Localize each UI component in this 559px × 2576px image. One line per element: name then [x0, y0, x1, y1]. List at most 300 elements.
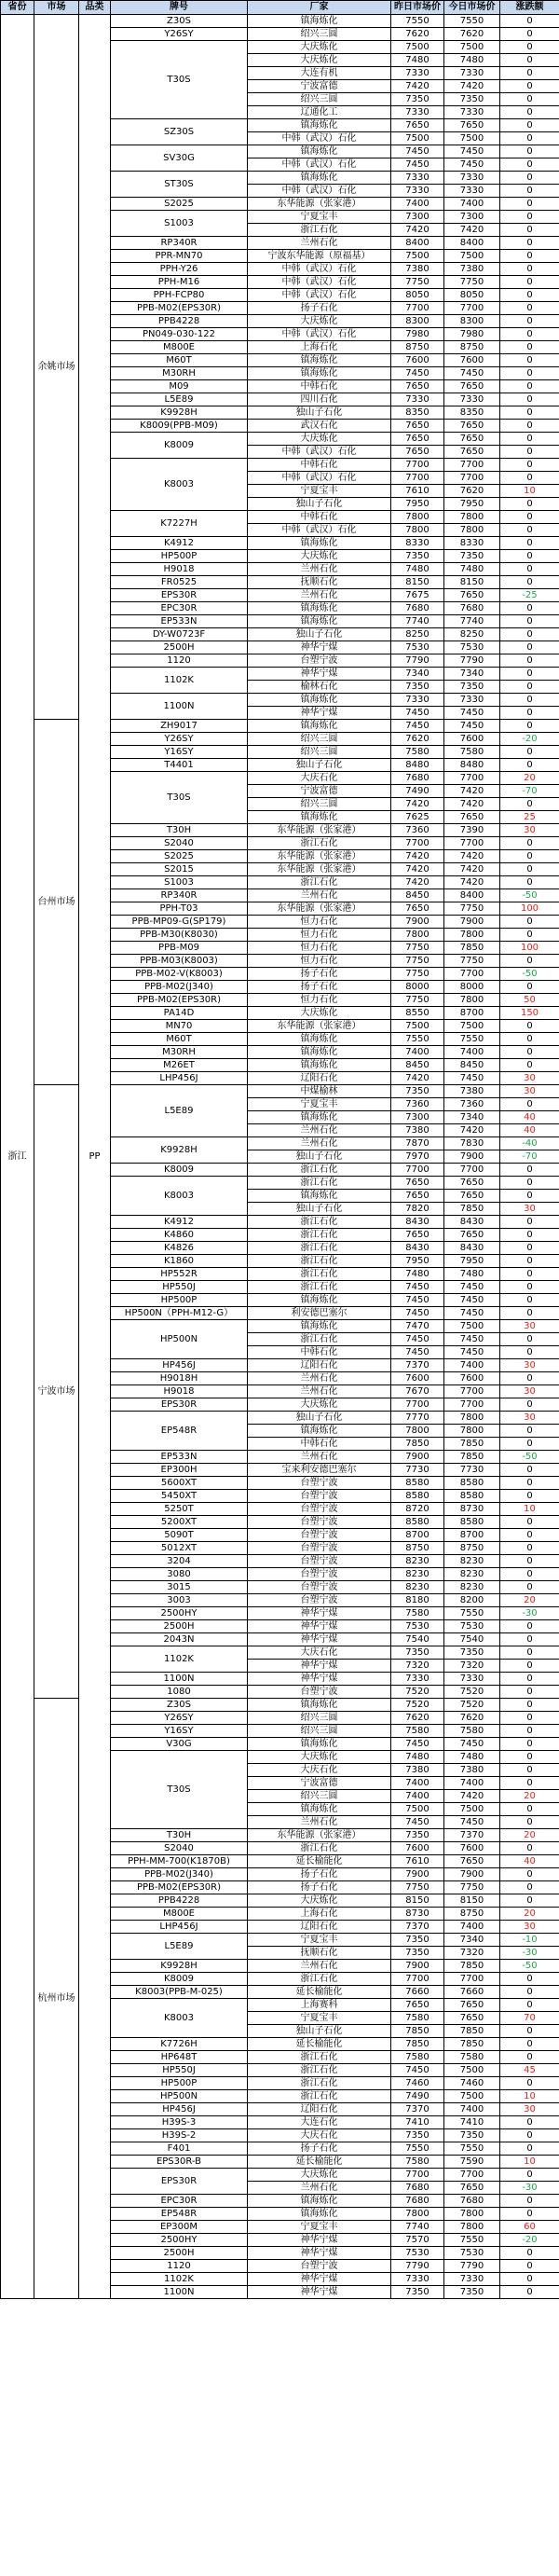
grade-cell: PPR-MN70 — [111, 250, 248, 263]
change-cell: 0 — [500, 1398, 559, 1412]
today-price-cell: 8580 — [444, 1490, 500, 1503]
grade-cell: 2500HY — [111, 2234, 248, 2247]
prev-price-cell: 7330 — [391, 67, 444, 80]
manufacturer-cell: 镇海炼化 — [248, 694, 391, 707]
grade-cell: PPB-M09 — [111, 942, 248, 955]
change-cell: 0 — [500, 1464, 559, 1477]
manufacturer-cell: 台塑宁波 — [248, 1555, 391, 1568]
prev-price-cell: 7750 — [391, 968, 444, 981]
today-price-cell: 7650 — [444, 1999, 500, 2012]
prev-price-cell: 7680 — [391, 2182, 444, 2195]
prev-price-cell: 7900 — [391, 1960, 444, 1973]
today-price-cell: 7600 — [444, 733, 500, 746]
today-price-cell: 7360 — [444, 1098, 500, 1111]
prev-price-cell: 7420 — [391, 876, 444, 889]
change-cell: 0 — [500, 1490, 559, 1503]
today-price-cell: 7800 — [444, 511, 500, 524]
manufacturer-cell: 浙江石化 — [248, 224, 391, 237]
prev-price-cell: 8330 — [391, 537, 444, 550]
today-price-cell: 7450 — [444, 1333, 500, 1346]
grade-cell: EPS30R — [111, 1398, 248, 1412]
manufacturer-cell: 抚顺石化 — [248, 576, 391, 589]
manufacturer-cell: 上海石化 — [248, 1908, 391, 1921]
table-row — [1, 15, 559, 28]
today-price-cell: 7750 — [444, 955, 500, 968]
grade-cell: K8003 — [111, 1999, 248, 2038]
change-cell: 0 — [500, 798, 559, 811]
prev-price-cell: 7970 — [391, 1150, 444, 1164]
prev-price-cell: 7800 — [391, 929, 444, 942]
grade-cell: 2500HY — [111, 1607, 248, 1620]
header-manufacturer: 厂家 — [248, 1, 391, 15]
prev-price-cell: 7420 — [391, 80, 444, 93]
today-price-cell: 7350 — [444, 2129, 500, 2142]
manufacturer-cell: 神华宁煤 — [248, 1633, 391, 1646]
today-price-cell: 7350 — [444, 550, 500, 563]
grade-cell: PPB-M02-V(K8003) — [111, 968, 248, 981]
prev-price-cell: 7400 — [391, 1046, 444, 1059]
grade-cell: 3204 — [111, 1555, 248, 1568]
prev-price-cell: 7950 — [391, 498, 444, 511]
change-cell: 0 — [500, 837, 559, 850]
change-cell: -20 — [500, 733, 559, 746]
grade-cell: T30H — [111, 1829, 248, 1842]
manufacturer-cell: 镇海炼化 — [248, 811, 391, 824]
change-cell: 0 — [500, 1673, 559, 1686]
today-price-cell: 7520 — [444, 1686, 500, 1699]
today-price-cell: 8700 — [444, 1007, 500, 1020]
prev-price-cell: 7790 — [391, 2260, 444, 2273]
prev-price-cell: 7400 — [391, 1777, 444, 1790]
today-price-cell: 7740 — [444, 615, 500, 628]
manufacturer-cell: 延长榆能化 — [248, 1986, 391, 1999]
today-price-cell: 7550 — [444, 2142, 500, 2156]
today-price-cell: 7330 — [444, 106, 500, 119]
prev-price-cell: 7480 — [391, 1268, 444, 1281]
grade-cell: EPS30R-B — [111, 2156, 248, 2169]
change-cell: 0 — [500, 15, 559, 28]
prev-price-cell: 7330 — [391, 393, 444, 406]
prev-price-cell: 7790 — [391, 654, 444, 668]
today-price-cell: 7680 — [444, 602, 500, 615]
change-cell: 0 — [500, 550, 559, 563]
today-price-cell: 8000 — [444, 981, 500, 994]
today-price-cell: 7700 — [444, 1398, 500, 1412]
grade-cell: K8003 — [111, 459, 248, 511]
change-cell: 25 — [500, 811, 559, 824]
today-price-cell: 7530 — [444, 1620, 500, 1633]
change-cell: 20 — [500, 772, 559, 785]
prev-price-cell: 7500 — [391, 132, 444, 145]
today-price-cell: 8580 — [444, 1516, 500, 1529]
change-cell: 10 — [500, 2156, 559, 2169]
prev-price-cell: 7330 — [391, 185, 444, 198]
change-cell: 0 — [500, 1764, 559, 1777]
manufacturer-cell: 台塑宁波 — [248, 2260, 391, 2273]
today-price-cell: 8750 — [444, 1542, 500, 1555]
today-price-cell: 7650 — [444, 811, 500, 824]
prev-price-cell: 7550 — [391, 1033, 444, 1046]
grade-cell: EP548R — [111, 2208, 248, 2221]
manufacturer-cell: 兰州石化 — [248, 1137, 391, 1150]
prev-price-cell: 7330 — [391, 106, 444, 119]
today-price-cell: 7420 — [444, 876, 500, 889]
prev-price-cell: 7400 — [391, 1790, 444, 1803]
manufacturer-cell: 中韩（武汉）石化 — [248, 185, 391, 198]
change-cell: 10 — [500, 485, 559, 498]
manufacturer-cell: 神华宁煤 — [248, 1673, 391, 1686]
manufacturer-cell: 中韩石化 — [248, 1438, 391, 1451]
manufacturer-cell: 延长榆能化 — [248, 2038, 391, 2051]
prev-price-cell: 7330 — [391, 2273, 444, 2286]
grade-cell: Z30S — [111, 1699, 248, 1712]
prev-price-cell: 8300 — [391, 315, 444, 328]
manufacturer-cell: 恒力石化 — [248, 942, 391, 955]
manufacturer-cell: 辽阳石化 — [248, 2103, 391, 2116]
manufacturer-cell: 兰州石化 — [248, 237, 391, 250]
change-cell: 45 — [500, 2064, 559, 2077]
prev-price-cell: 8730 — [391, 1908, 444, 1921]
grade-cell: EP548R — [111, 1412, 248, 1451]
manufacturer-cell: 浙江石化 — [248, 1268, 391, 1281]
today-price-cell: 7500 — [444, 41, 500, 54]
prev-price-cell: 7360 — [391, 824, 444, 837]
manufacturer-cell: 浙江石化 — [248, 1229, 391, 1242]
change-cell: 0 — [500, 1686, 559, 1699]
manufacturer-cell: 东华能源（张家港） — [248, 824, 391, 837]
change-cell: 50 — [500, 994, 559, 1007]
grade-cell: 5090T — [111, 1529, 248, 1542]
today-price-cell: 8700 — [444, 1529, 500, 1542]
grade-cell: T4401 — [111, 759, 248, 772]
change-cell: 0 — [500, 1046, 559, 1059]
prev-price-cell: 7650 — [391, 433, 444, 446]
change-cell: 0 — [500, 1725, 559, 1738]
manufacturer-cell: 恒力石化 — [248, 955, 391, 968]
today-price-cell: 8750 — [444, 341, 500, 354]
manufacturer-cell: 镇海炼化 — [248, 2208, 391, 2221]
today-price-cell: 7580 — [444, 1725, 500, 1738]
change-cell: 0 — [500, 602, 559, 615]
change-cell: 0 — [500, 1973, 559, 1986]
today-price-cell: 7850 — [444, 1203, 500, 1216]
grade-cell: L5E89 — [111, 1085, 248, 1137]
today-price-cell: 7650 — [444, 119, 500, 132]
today-price-cell: 7750 — [444, 276, 500, 289]
change-cell: 0 — [500, 380, 559, 393]
change-cell: 0 — [500, 367, 559, 380]
grade-cell: 2500H — [111, 1620, 248, 1633]
today-price-cell: 7420 — [444, 1790, 500, 1803]
change-cell: -40 — [500, 1137, 559, 1150]
prev-price-cell: 7700 — [391, 837, 444, 850]
change-cell: 0 — [500, 1477, 559, 1490]
prev-price-cell: 7610 — [391, 1855, 444, 1868]
grade-cell: Y26SY — [111, 733, 248, 746]
grade-cell: 3080 — [111, 1568, 248, 1581]
prev-price-cell: 7450 — [391, 1346, 444, 1359]
change-cell: 0 — [500, 198, 559, 211]
grade-cell: HP552R — [111, 1268, 248, 1281]
manufacturer-cell: 宁波富德 — [248, 785, 391, 798]
change-cell: 0 — [500, 459, 559, 472]
grade-cell: 2500H — [111, 2247, 248, 2260]
market-cell: 余姚市场 — [34, 15, 79, 720]
change-cell: 0 — [500, 1516, 559, 1529]
grade-cell: L5E89 — [111, 1934, 248, 1960]
manufacturer-cell: 镇海炼化 — [248, 1425, 391, 1438]
manufacturer-cell: 武汉石化 — [248, 420, 391, 433]
grade-cell: 3015 — [111, 1581, 248, 1594]
change-cell: 30 — [500, 1412, 559, 1425]
manufacturer-cell: 大庆石化 — [248, 2129, 391, 2142]
prev-price-cell: 7600 — [391, 354, 444, 367]
manufacturer-cell: 恒力石化 — [248, 929, 391, 942]
manufacturer-cell: 辽通化工 — [248, 106, 391, 119]
manufacturer-cell: 东华能源（张家港） — [248, 198, 391, 211]
manufacturer-cell: 扬子石化 — [248, 2142, 391, 2156]
change-cell: 0 — [500, 2077, 559, 2090]
manufacturer-cell: 独山子石化 — [248, 1412, 391, 1425]
change-cell: 0 — [500, 1568, 559, 1581]
manufacturer-cell: 大庆炼化 — [248, 41, 391, 54]
header-today-price: 今日市场价 — [444, 1, 500, 15]
grade-cell: K9928H — [111, 406, 248, 420]
prev-price-cell: 7350 — [391, 1085, 444, 1098]
manufacturer-cell: 宝来利安德巴塞尔 — [248, 1464, 391, 1477]
change-cell: 30 — [500, 1072, 559, 1085]
prev-price-cell: 8720 — [391, 1503, 444, 1516]
today-price-cell: 7450 — [444, 1816, 500, 1829]
grade-cell: ST30S — [111, 172, 248, 198]
today-price-cell: 7650 — [444, 446, 500, 459]
today-price-cell: 7350 — [444, 681, 500, 694]
prev-price-cell: 7480 — [391, 54, 444, 67]
prev-price-cell: 7420 — [391, 850, 444, 863]
today-price-cell: 8230 — [444, 1581, 500, 1594]
change-cell: 0 — [500, 1803, 559, 1816]
prev-price-cell: 7350 — [391, 1934, 444, 1947]
change-cell: 30 — [500, 1359, 559, 1372]
change-cell: 100 — [500, 902, 559, 916]
today-price-cell: 7850 — [444, 1960, 500, 1973]
grade-cell: EP300M — [111, 2221, 248, 2234]
manufacturer-cell: 中韩（武汉）石化 — [248, 328, 391, 341]
grade-cell: EPC30R — [111, 2195, 248, 2208]
grade-cell: 5200XT — [111, 1516, 248, 1529]
manufacturer-cell: 镇海炼化 — [248, 720, 391, 733]
grade-cell: LHP456J — [111, 1921, 248, 1934]
change-cell: 0 — [500, 289, 559, 302]
change-cell: 150 — [500, 1007, 559, 1020]
prev-price-cell: 7600 — [391, 1842, 444, 1855]
manufacturer-cell: 中韩石化 — [248, 459, 391, 472]
prev-price-cell: 8400 — [391, 237, 444, 250]
prev-price-cell: 7625 — [391, 811, 444, 824]
manufacturer-cell: 浙江石化 — [248, 1177, 391, 1190]
change-cell: 20 — [500, 1908, 559, 1921]
change-cell: 0 — [500, 563, 559, 576]
prev-price-cell: 8230 — [391, 1555, 444, 1568]
change-cell: 0 — [500, 1542, 559, 1555]
grade-cell: M26ET — [111, 1059, 248, 1072]
change-cell: 0 — [500, 2025, 559, 2038]
manufacturer-cell: 兰州石化 — [248, 2182, 391, 2195]
prev-price-cell: 7350 — [391, 550, 444, 563]
prev-price-cell: 7580 — [391, 2012, 444, 2025]
today-price-cell: 7900 — [444, 916, 500, 929]
manufacturer-cell: 大连有机 — [248, 67, 391, 80]
prev-price-cell: 7750 — [391, 942, 444, 955]
change-cell: 0 — [500, 876, 559, 889]
change-cell: 0 — [500, 2038, 559, 2051]
today-price-cell: 7650 — [444, 589, 500, 602]
change-cell: 0 — [500, 1868, 559, 1881]
today-price-cell: 7450 — [444, 1281, 500, 1294]
change-cell: 0 — [500, 1346, 559, 1359]
manufacturer-cell: 中韩（武汉）石化 — [248, 276, 391, 289]
change-cell: 0 — [500, 1033, 559, 1046]
today-price-cell: 8150 — [444, 576, 500, 589]
grade-cell: M800E — [111, 341, 248, 354]
today-price-cell: 7450 — [444, 1738, 500, 1751]
today-price-cell: 7420 — [444, 798, 500, 811]
prev-price-cell: 7350 — [391, 93, 444, 106]
manufacturer-cell: 兰州石化 — [248, 589, 391, 602]
grade-cell: 3003 — [111, 1594, 248, 1607]
today-price-cell: 7420 — [444, 850, 500, 863]
grade-cell: 5250T — [111, 1503, 248, 1516]
today-price-cell: 7590 — [444, 2156, 500, 2169]
prev-price-cell: 7380 — [391, 1764, 444, 1777]
prev-price-cell: 7450 — [391, 1294, 444, 1307]
grade-cell: 1120 — [111, 2260, 248, 2273]
grade-cell: HP500P — [111, 1294, 248, 1307]
prev-price-cell: 7350 — [391, 2286, 444, 2299]
today-price-cell: 7550 — [444, 1607, 500, 1620]
grade-cell: ZH9017 — [111, 720, 248, 733]
manufacturer-cell: 镇海炼化 — [248, 1699, 391, 1712]
manufacturer-cell: 镇海炼化 — [248, 602, 391, 615]
grade-cell: PPH-T03 — [111, 902, 248, 916]
grade-cell: EP533N — [111, 1451, 248, 1464]
change-cell: 0 — [500, 172, 559, 185]
prev-price-cell: 7680 — [391, 2195, 444, 2208]
market-cell: 宁波市场 — [34, 1085, 79, 1699]
prev-price-cell: 7450 — [391, 707, 444, 720]
change-cell: 0 — [500, 406, 559, 420]
manufacturer-cell: 大庆炼化 — [248, 1398, 391, 1412]
today-price-cell: 8150 — [444, 1894, 500, 1908]
manufacturer-cell: 神华宁煤 — [248, 668, 391, 681]
today-price-cell: 8250 — [444, 628, 500, 641]
today-price-cell: 7350 — [444, 93, 500, 106]
change-cell: 0 — [500, 537, 559, 550]
today-price-cell: 7650 — [444, 1177, 500, 1190]
change-cell: 40 — [500, 1111, 559, 1124]
manufacturer-cell: 镇海炼化 — [248, 145, 391, 158]
manufacturer-cell: 镇海炼化 — [248, 537, 391, 550]
today-price-cell: 7450 — [444, 158, 500, 172]
change-cell: -30 — [500, 1607, 559, 1620]
prev-price-cell: 8430 — [391, 1216, 444, 1229]
manufacturer-cell: 神华宁煤 — [248, 1607, 391, 1620]
prev-price-cell: 7330 — [391, 1673, 444, 1686]
today-price-cell: 7400 — [444, 1359, 500, 1372]
prev-price-cell: 7420 — [391, 224, 444, 237]
manufacturer-cell: 神华宁煤 — [248, 641, 391, 654]
manufacturer-cell: 大庆石化 — [248, 1646, 391, 1660]
change-cell: 40 — [500, 1855, 559, 1868]
manufacturer-cell: 宁波东华能源（原福基） — [248, 250, 391, 263]
prev-price-cell: 7750 — [391, 1881, 444, 1894]
manufacturer-cell: 大庆石化 — [248, 1764, 391, 1777]
manufacturer-cell: 镇海炼化 — [248, 1111, 391, 1124]
prev-price-cell: 8000 — [391, 981, 444, 994]
grade-cell: K8003 — [111, 1177, 248, 1216]
manufacturer-cell: 东华能源（张家港） — [248, 902, 391, 916]
manufacturer-cell: 宁夏宝丰 — [248, 211, 391, 224]
manufacturer-cell: 东华能源（张家港） — [248, 850, 391, 863]
prev-price-cell: 7450 — [391, 1816, 444, 1829]
manufacturer-cell: 辽阳石化 — [248, 1072, 391, 1085]
prev-price-cell: 7620 — [391, 28, 444, 41]
prev-price-cell: 7750 — [391, 276, 444, 289]
today-price-cell: 7700 — [444, 1973, 500, 1986]
manufacturer-cell: 台塑宁波 — [248, 1581, 391, 1594]
manufacturer-cell: 浙江石化 — [248, 1842, 391, 1855]
prev-price-cell: 7800 — [391, 2208, 444, 2221]
today-price-cell: 7450 — [444, 1072, 500, 1085]
manufacturer-cell: 浙江石化 — [248, 1281, 391, 1294]
grade-cell: PPB-M03(K8003) — [111, 955, 248, 968]
manufacturer-cell: 兰州石化 — [248, 1372, 391, 1385]
change-cell: -70 — [500, 1150, 559, 1164]
manufacturer-cell: 恒力石化 — [248, 916, 391, 929]
change-cell: -70 — [500, 785, 559, 798]
grade-cell: Y16SY — [111, 1725, 248, 1738]
today-price-cell: 8330 — [444, 537, 500, 550]
today-price-cell: 8580 — [444, 1477, 500, 1490]
prev-price-cell: 7680 — [391, 602, 444, 615]
manufacturer-cell: 神华宁煤 — [248, 2234, 391, 2247]
prev-price-cell: 7520 — [391, 1686, 444, 1699]
prev-price-cell: 7500 — [391, 1020, 444, 1033]
manufacturer-cell: 中煤榆林 — [248, 1085, 391, 1098]
grade-cell: HP500N（PPH-M12-G） — [111, 1307, 248, 1320]
today-price-cell: 7460 — [444, 2077, 500, 2090]
today-price-cell: 7330 — [444, 393, 500, 406]
prev-price-cell: 8150 — [391, 1894, 444, 1908]
change-cell: 20 — [500, 1790, 559, 1803]
change-cell: 0 — [500, 863, 559, 876]
grade-cell: HP500N — [111, 2090, 248, 2103]
manufacturer-cell: 镇海炼化 — [248, 354, 391, 367]
prev-price-cell: 8580 — [391, 1490, 444, 1503]
prev-price-cell: 8230 — [391, 1568, 444, 1581]
manufacturer-cell: 大庆炼化 — [248, 433, 391, 446]
grade-cell: T30S — [111, 1751, 248, 1829]
manufacturer-cell: 兰州石化 — [248, 889, 391, 902]
header-grade: 牌号 — [111, 1, 248, 15]
prev-price-cell: 7320 — [391, 1660, 444, 1673]
prev-price-cell: 7330 — [391, 172, 444, 185]
change-cell: 0 — [500, 1164, 559, 1177]
manufacturer-cell: 绍兴三圆 — [248, 733, 391, 746]
prev-price-cell: 7580 — [391, 1725, 444, 1738]
grade-cell: HP550J — [111, 2064, 248, 2077]
prev-price-cell: 7610 — [391, 485, 444, 498]
